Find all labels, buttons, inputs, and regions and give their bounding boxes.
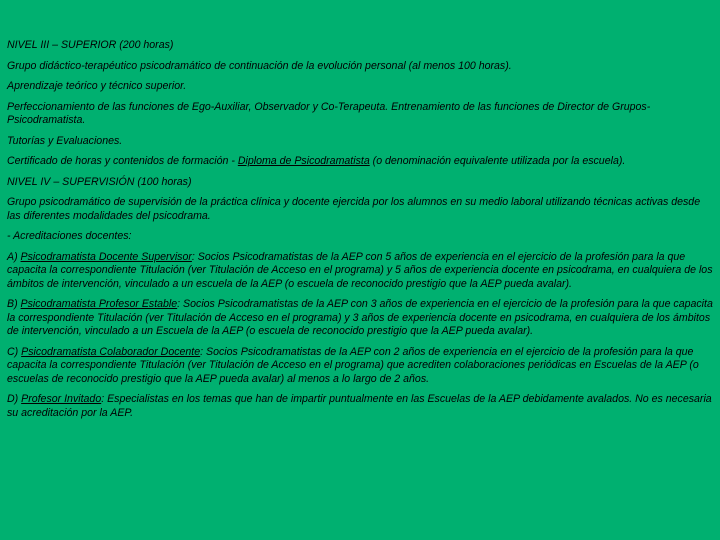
accreditation-c (7, 346, 714, 387)
level-3-learning-text: Aprendizaje teórico y técnico superior. (7, 80, 187, 92)
level-3-certificate-text (7, 155, 714, 169)
level-3-improvement-text: Perfeccionamiento de las funciones de Ego-Auxiliar, Observador y Co-Terapeuta. Entrenamiento de las funciones de Director de Grupos-Psicodramatista. (7, 100, 651, 126)
accreditation-c-text: : Socios Psicodramatistas de la AEP con 2 años de experiencia en el ejercicio de la profesión para la que capacita la correspondiente Titulación (ver Titulación de Acceso en el programa) que acrediten colaboraciones periódicas en Escuelas de la AEP (o escuelas de reconocido prestigio que la AEP pueda avalar) al menos a lo largo de 2 años. (7, 345, 699, 385)
accreditations-heading: - Acreditaciones docentes: (7, 230, 132, 242)
accreditation-d-prefix: D) (7, 393, 22, 405)
level-4-group-text: Grupo psicodramático de supervisión de la práctica clínica y docente ejercida por los alumnos en su medio laboral utilizando técnicas activas desde las diferentes modalidades del psicodrama. (7, 196, 701, 222)
accreditation-b-prefix: B) (7, 298, 21, 310)
level-3-heading: NIVEL III – SUPERIOR (200 horas) (7, 39, 174, 51)
accreditation-a-text: : Socios Psicodramatistas de la AEP con 5 años de experiencia en el ejercicio de la profesión para la que capacita la correspondiente Titulación (ver Titulación de Acceso en el programa) y 5 años de experiencia docente en psicodrama, en cualquiera de los ámbitos de intervención, vinculado a un escuela de la AEP (o escuela de reconocido prestigio que la AEP pueda avalar). (7, 250, 713, 290)
accreditation-b (7, 298, 714, 339)
accreditation-c-link[interactable]: Psicodramatista Colaborador Docente (21, 345, 201, 358)
certificate-pre: Certificado de horas y contenidos de formación - (7, 155, 238, 167)
accreditation-a (7, 251, 714, 292)
accreditation-c-prefix: C) (7, 345, 22, 358)
level-3-group-text: Grupo didáctico-terapéutico psicodramático de continuación de la evolución personal (al menos 100 horas). (7, 59, 512, 72)
certificate-post: (o denominación equivalente utilizada por la escuela). (369, 155, 626, 167)
accreditation-a-prefix: A) (7, 250, 21, 263)
level-3-tutoring-text: Tutorías y Evaluaciones. (7, 134, 123, 147)
accreditation-d-text: : Especialistas en los temas que han de impartir puntualmente en las Escuelas de la AEP debidamente avalados. No es necesaria su acreditación por la AEP. (7, 393, 712, 419)
diploma-link[interactable]: Diploma de Psicodramatista (237, 155, 370, 167)
accreditation-d (7, 393, 714, 420)
level-4-heading: NIVEL IV – SUPERVISIÓN (100 horas) (7, 175, 192, 188)
accreditation-d-link[interactable]: Profesor Invitado (21, 393, 102, 405)
accreditation-b-link[interactable]: Psicodramatista Profesor Estable (20, 298, 178, 310)
accreditation-b-text: : Socios Psicodramatistas de la AEP con 3 años de experiencia en el ejercicio de la profesión para la que capacita la correspondiente Titulación (ver Titulación de Acceso en el programa) y 3 años de experiencia docente en psicodrama, en cualquiera de los ámbitos de intervención, vinculado a un Escuela de la AEP (o escuela de reconocido prestigio que la AEP pueda avalar). (7, 298, 713, 337)
accreditation-a-link[interactable]: Psicodramatista Docente Supervisor (20, 250, 192, 263)
